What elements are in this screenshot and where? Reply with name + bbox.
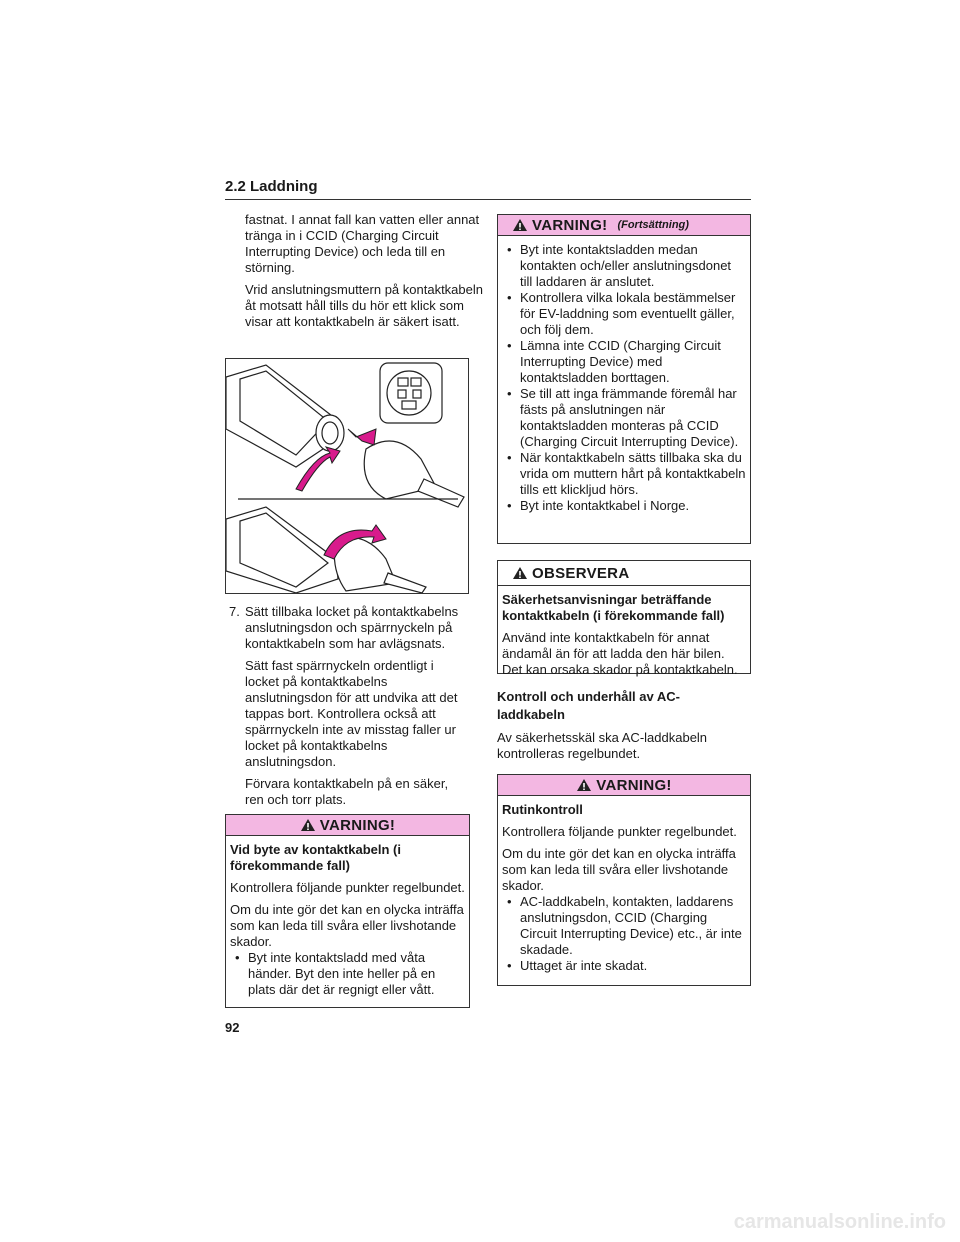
notice-heading: Säkerhetsanvisningar beträffande kontaktkabeln (i förekommande fall) <box>502 592 725 623</box>
step-7-text: Sätt tillbaka locket på kontaktkabelns anslutningsdon och spärrnyckeln på kontaktkabeln som har avlägsnats. <box>245 604 459 651</box>
left-intro <box>225 212 490 336</box>
warning-body <box>498 236 750 518</box>
maintenance-paragraph: Av säkerhetsskäl ska AC-laddkabeln kontrolleras regelbundet. <box>497 730 708 761</box>
list-item: • Lämna inte CCID (Charging Circuit Interrupting Device) med kontaktsladden borttagen. <box>502 338 746 386</box>
warning-box-charging-cable <box>225 814 470 1008</box>
warning-paragraph-2: Om du inte gör det kan en olycka inträffa som kan leda till svåra eller livshotande skador. <box>230 902 464 949</box>
warning-box-routine-check <box>497 774 751 986</box>
notice-title: OBSERVERA <box>532 564 630 582</box>
warning-heading: Rutinkontroll <box>502 802 583 817</box>
step-7 <box>225 604 470 814</box>
watermark: carmanualsonline.info <box>733 1211 946 1233</box>
list-item: • AC-laddkabeln, kontakten, laddarens anslutningsdon, CCID (Charging Circuit Interrupting Device) etc., är inte skadade. <box>502 894 746 958</box>
list-item: • Kontrollera vilka lokala bestämmelser för EV-laddning som eventuellt gäller, och följ dem. <box>502 290 746 338</box>
warning-triangle-icon <box>512 218 528 232</box>
warning-bullets <box>502 242 746 514</box>
warning-subtitle: (Fortsättning) <box>617 219 689 231</box>
connector-diagram <box>226 359 468 593</box>
caution-icon <box>512 566 528 580</box>
list-item: • Uttaget är inte skadat. <box>502 958 746 974</box>
step-7-paragraph-2: Sätt fast spärrnyckeln ordentligt i locket på kontaktkabelns anslutningsdon för att undvika att det tappas bort. Kontrollera också att spärrnyckeln inte av misstag faller ur locket på kontaktkabelns anslutningsdon. <box>245 658 458 769</box>
warning-paragraph-2: Om du inte gör det kan en olycka inträffa som kan leda till svåra eller livshotande skador. <box>502 846 736 893</box>
warning-paragraph-1: Kontrollera följande punkter regelbundet. <box>230 880 465 895</box>
warning-header <box>498 215 750 236</box>
list-item: • Byt inte kontaktsladden medan kontakten och/eller anslutningsdonet till laddaren är anslutet. <box>502 242 746 290</box>
page-number: 92 <box>225 1020 240 1035</box>
step-number: 7. <box>229 604 240 619</box>
left-paragraph-1: fastnat. I annat fall kan vatten eller annat tränga in i CCID (Charging Circuit Interrupting Device) och leda till en störning. <box>245 212 480 275</box>
list-item: • Byt inte kontaktsladd med våta händer. Byt den inte heller på en plats där det är regnigt eller vått. <box>230 950 465 998</box>
warning-bullets <box>502 894 746 974</box>
warning-body <box>498 796 750 978</box>
warning-bullets <box>230 950 465 998</box>
maintenance-heading: Kontroll och underhåll av AC-laddkabeln <box>497 689 680 722</box>
warning-box-continued <box>497 214 751 544</box>
section-divider <box>225 199 751 200</box>
insert-arrow-icon <box>348 429 376 445</box>
warning-heading: Vid byte av kontaktkabeln (i förekommande fall) <box>230 842 401 873</box>
list-item: • Byt inte kontaktkabel i Norge. <box>502 498 746 514</box>
warning-title: VARNING! <box>319 816 396 834</box>
list-item: • Se till att inga främmande föremål har fästs på anslutningen när kontaktsladden monteras på CCID (Charging Circuit Interrupting Device). <box>502 386 746 450</box>
warning-header <box>226 815 469 836</box>
warning-title: VARNING! <box>596 776 672 794</box>
warning-triangle-icon <box>576 778 592 792</box>
connector-illustration <box>225 358 469 594</box>
warning-triangle-icon <box>300 818 316 832</box>
left-paragraph-2: Vrid anslutningsmuttern på kontaktkabeln åt motsatt håll tills du hör ett klick som visar att kontaktkabeln är säkert isatt. <box>245 282 483 329</box>
maintenance-section <box>497 688 751 768</box>
notice-box <box>497 560 751 677</box>
list-item: • När kontaktkabeln sätts tillbaka ska du vrida om muttern hårt på kontaktkabeln tills ett klickljud hörs. <box>502 450 746 498</box>
warning-body <box>226 836 469 1002</box>
section-title: 2.2 Laddning <box>225 178 318 195</box>
notice-paragraph: Använd inte kontaktkabeln för annat ändamål än för att ladda den här bilen. Det kan orsaka skador på kontaktkabeln. <box>502 630 738 677</box>
warning-header <box>498 775 750 796</box>
warning-paragraph-1: Kontrollera följande punkter regelbundet. <box>502 824 737 839</box>
step-7-paragraph-3: Förvara kontaktkabeln på en säker, ren och torr plats. <box>245 776 449 807</box>
notice-header <box>498 561 750 586</box>
warning-title: VARNING! <box>532 216 608 234</box>
notice-body <box>498 586 750 682</box>
